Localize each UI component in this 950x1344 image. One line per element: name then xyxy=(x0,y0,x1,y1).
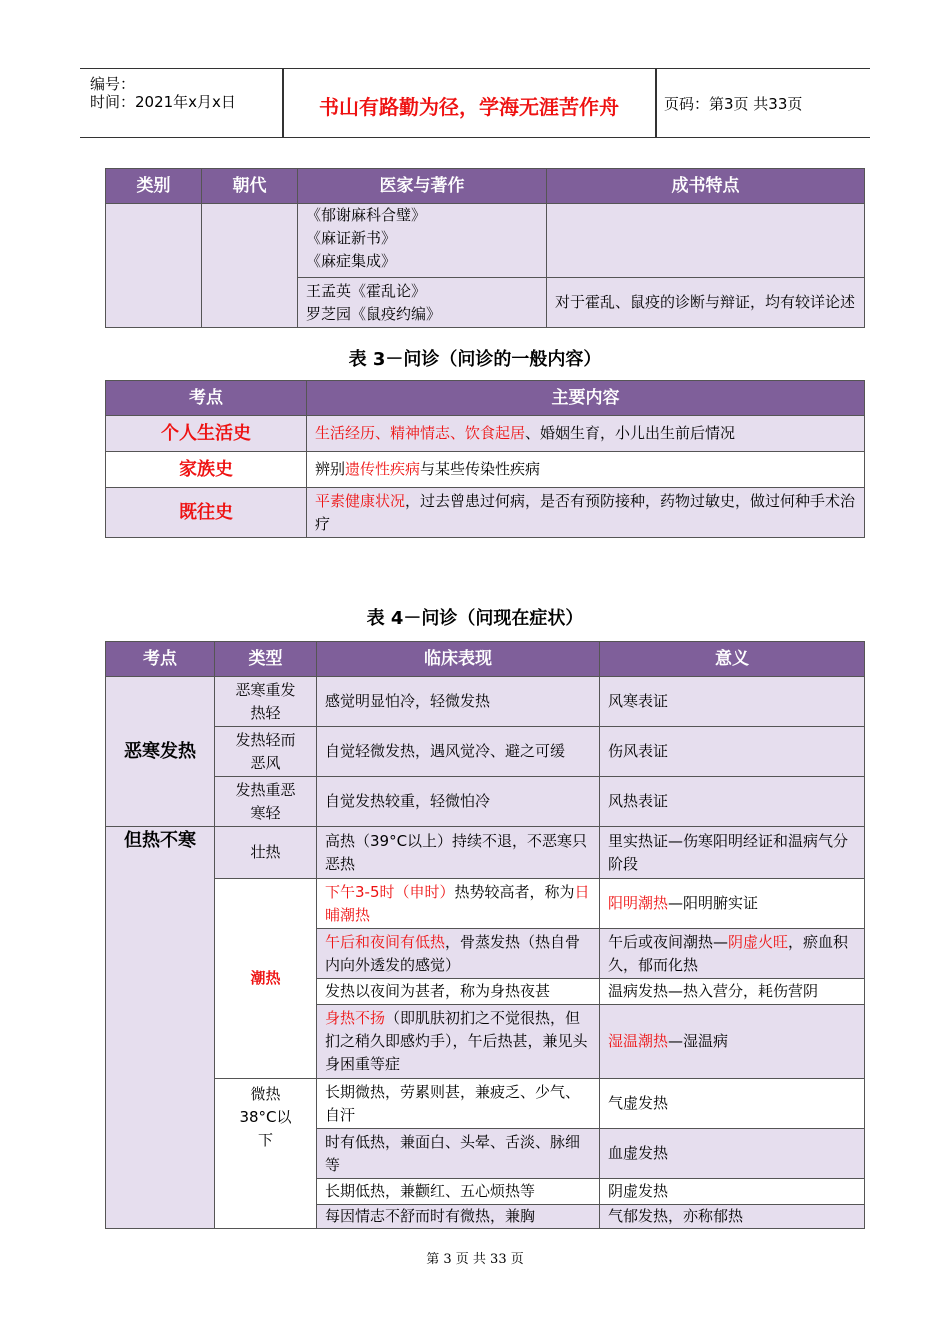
header-number: 编号： xyxy=(90,75,136,93)
content-text: ，过去曾患过何病，是否有预防接种，药物过敏史，做过何种手术治疗 xyxy=(315,491,856,533)
meaning-cell: 阴虚发热 xyxy=(600,1179,865,1205)
clinical-cell: 自觉轻微发热，遇风觉冷、避之可缓 xyxy=(317,727,600,777)
meaning-highlight: 湿温潮热 xyxy=(608,1032,669,1050)
content-cell xyxy=(307,452,865,488)
type-cell: 壮热 xyxy=(215,827,317,879)
col-header: 考点 xyxy=(106,642,215,677)
col-header: 临床表现 xyxy=(317,642,600,677)
table4-caption: 表 4－问诊（问现在症状） xyxy=(366,608,584,629)
meaning-cell: 气虚发热 xyxy=(600,1079,865,1129)
meaning-cell: 风热表证 xyxy=(600,777,865,827)
cell-books xyxy=(298,204,547,278)
clinical-highlight: 午后和夜间有低热 xyxy=(325,932,446,951)
meaning-highlight: 阴虚火旺 xyxy=(728,932,789,951)
table4 xyxy=(105,641,865,1229)
meaning-cell: 气郁发热，亦称郁热 xyxy=(600,1205,865,1229)
clinical-cell: 高热（39°C以上）持续不退，不恶寒只恶热 xyxy=(317,827,600,879)
table-top xyxy=(105,168,865,328)
col-header: 医家与著作 xyxy=(298,169,547,204)
book-title: 《麻症集成》 xyxy=(306,252,397,270)
point-label: 家族史 xyxy=(106,452,307,488)
content-text: 辨别 xyxy=(315,460,346,478)
clinical-highlight: 身热不扬 xyxy=(325,1009,386,1027)
col-header: 类型 xyxy=(215,642,317,677)
clinical-cell: 长期低热，兼颧红、五心烦热等 xyxy=(317,1179,600,1205)
cell-empty xyxy=(106,204,202,328)
content-cell xyxy=(307,416,865,452)
header-page: 页码：第3页 共33页 xyxy=(664,95,803,113)
category-cell: 但热不寒 xyxy=(106,827,215,1229)
meaning-cell: 血虚发热 xyxy=(600,1129,865,1179)
book-title: 罗芝园《鼠疫约编》 xyxy=(306,304,442,323)
clinical-cell xyxy=(317,879,600,929)
header-motto: 书山有路勤为径，学海无涯苦作舟 xyxy=(319,95,619,119)
content-text: 、婚姻生育，小儿出生前后情况 xyxy=(525,424,736,442)
content-highlight: 平素健康状况 xyxy=(315,491,406,510)
cell-feature: 对于霍乱、鼠疫的诊断与辩证，均有较详论述 xyxy=(547,278,865,328)
clinical-cell: 长期微热，劳累则甚，兼疲乏、少气、自汗 xyxy=(317,1079,600,1129)
col-header: 意义 xyxy=(600,642,865,677)
clinical-text: （即肌肤初扪之不觉很热，但扪之稍久即感灼手），午后热甚，兼见头身困重等症 xyxy=(325,1009,588,1073)
col-header: 主要内容 xyxy=(307,381,865,416)
content-highlight: 生活经历、精神情志、饮食起居 xyxy=(315,424,526,442)
clinical-highlight: 日晡潮热 xyxy=(325,882,590,924)
clinical-cell: 感觉明显怕冷，轻微发热 xyxy=(317,677,600,727)
cell-empty xyxy=(547,204,865,278)
type-cell xyxy=(215,879,317,1079)
clinical-cell: 每因情志不舒而时有微热，兼胸 xyxy=(317,1205,600,1229)
meaning-cell xyxy=(600,929,865,979)
clinical-cell: 自觉发热较重，轻微怕冷 xyxy=(317,777,600,827)
type-cell: 恶寒重发热轻 xyxy=(215,677,317,727)
table3-caption: 表 3－问诊（问诊的一般内容） xyxy=(348,349,602,370)
clinical-cell xyxy=(317,1005,600,1079)
col-header: 成书特点 xyxy=(547,169,865,204)
type-cell: 发热重恶寒轻 xyxy=(215,777,317,827)
book-title: 《麻证新书》 xyxy=(306,229,397,247)
meaning-cell: 温病发热—热入营分，耗伤营阴 xyxy=(600,979,865,1005)
type-label: 微热38°C以下 xyxy=(239,1085,292,1149)
header-date: 时间：2021年x月x日 xyxy=(90,93,236,111)
clinical-cell: 发热以夜间为甚者，称为身热夜甚 xyxy=(317,979,600,1005)
header-divider-right xyxy=(655,69,657,137)
meaning-cell: 伤风表证 xyxy=(600,727,865,777)
type-label: 潮热 xyxy=(250,969,281,987)
meaning-highlight: 阳明潮热 xyxy=(608,894,669,912)
type-cell xyxy=(215,1079,317,1229)
meaning-cell xyxy=(600,1005,865,1079)
page-header xyxy=(80,68,870,138)
meaning-cell xyxy=(600,879,865,929)
category-cell: 恶寒发热 xyxy=(106,677,215,827)
meaning-cell: 里实热证—伤寒阳明经证和温病气分阶段 xyxy=(600,827,865,879)
point-label: 既往史 xyxy=(106,488,307,538)
book-title: 王孟英《霍乱论》 xyxy=(306,281,427,300)
type-cell: 发热轻而恶风 xyxy=(215,727,317,777)
cell-empty xyxy=(202,204,298,328)
point-label: 个人生活史 xyxy=(106,416,307,452)
col-header: 考点 xyxy=(106,381,307,416)
clinical-cell: 时有低热，兼面白、头晕、舌淡、脉细等 xyxy=(317,1129,600,1179)
col-header: 类别 xyxy=(106,169,202,204)
clinical-cell xyxy=(317,929,600,979)
content-highlight: 遗传性疾病 xyxy=(345,460,421,478)
table3 xyxy=(105,380,865,538)
meaning-text: ，瘀血积久，郁而化热 xyxy=(608,932,849,974)
meaning-cell: 风寒表证 xyxy=(600,677,865,727)
content-text: 与某些传染性疾病 xyxy=(420,460,541,478)
meaning-text: —阳明腑实证 xyxy=(668,894,759,912)
meaning-text: 午后或夜间潮热— xyxy=(608,932,729,951)
col-header: 朝代 xyxy=(202,169,298,204)
content-cell xyxy=(307,488,865,538)
page-footer: 第 3 页 共 33 页 xyxy=(426,1252,524,1267)
clinical-highlight: 下午3-5时（申时） xyxy=(325,882,455,901)
clinical-text: 热势较高者，称为 xyxy=(454,882,575,901)
book-title: 《郁谢麻科合璧》 xyxy=(306,206,427,224)
clinical-text: ，骨蒸发热（热自骨内向外透发的感觉） xyxy=(325,932,581,974)
cell-books xyxy=(298,278,547,328)
meaning-text: —湿温病 xyxy=(668,1032,729,1050)
